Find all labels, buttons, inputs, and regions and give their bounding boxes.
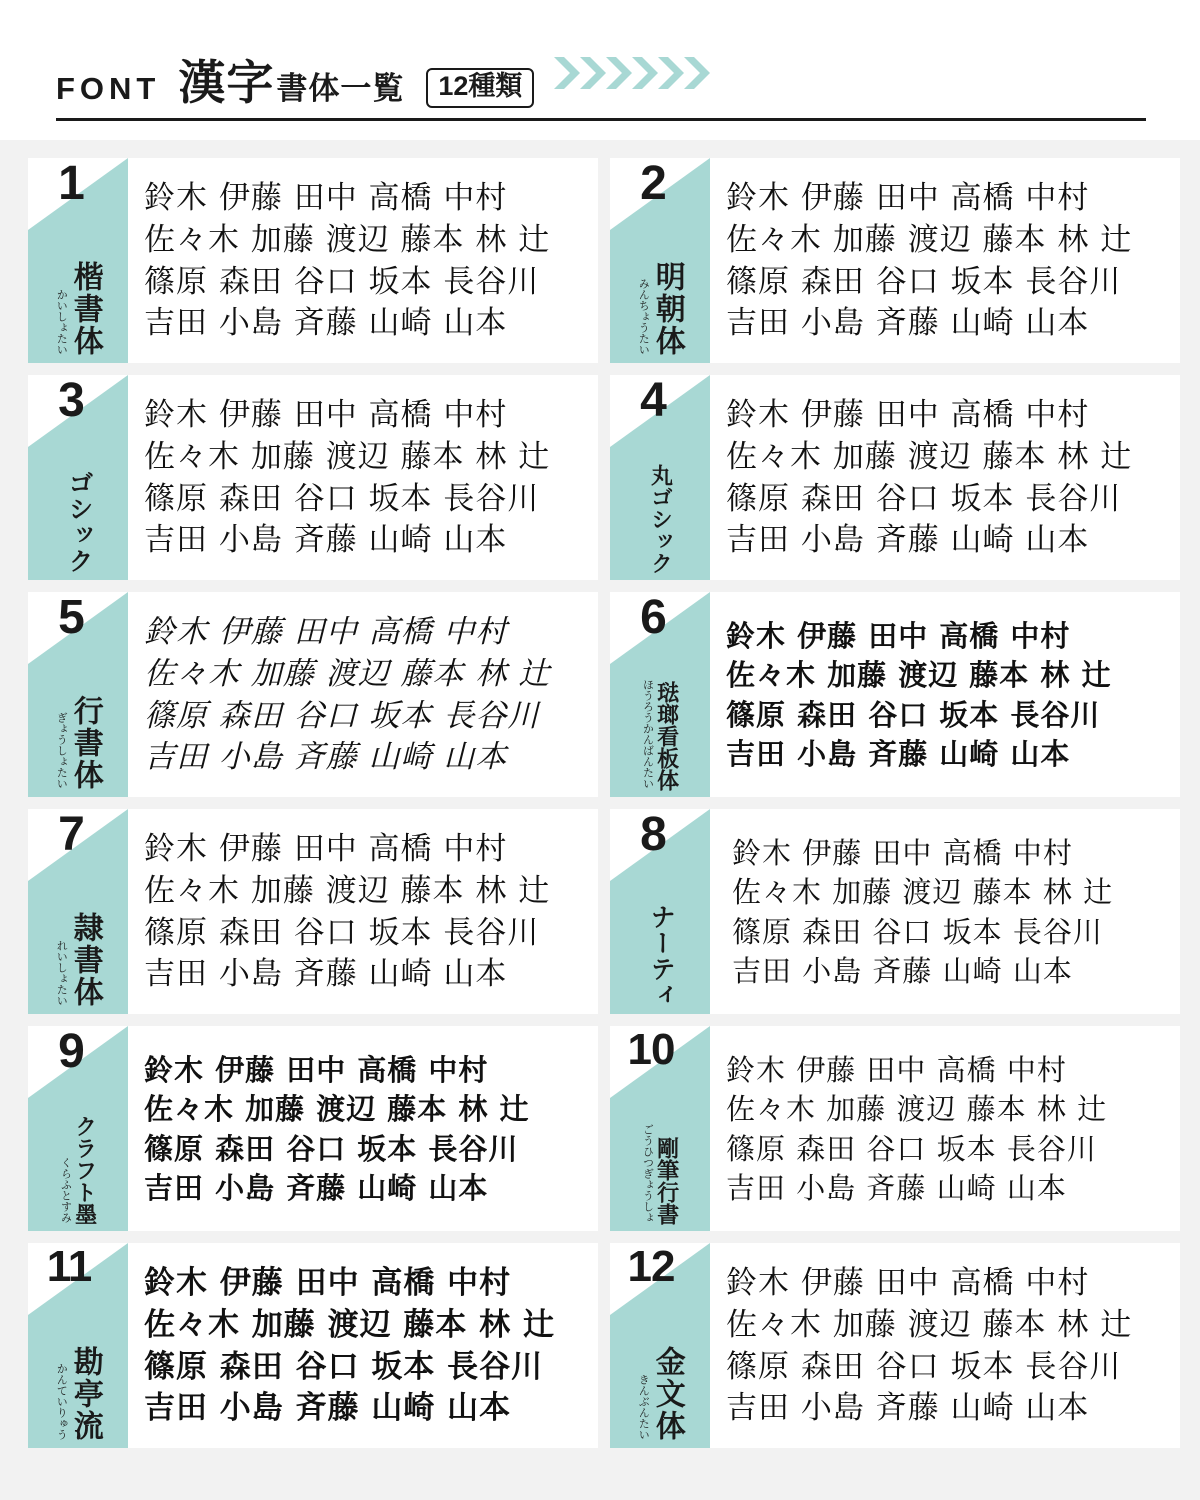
font-name-group bbox=[610, 1301, 710, 1442]
sample-line: 篠原 森田 谷口 坂本 長谷川 bbox=[144, 263, 540, 300]
sample-line: 佐々木 加藤 渡辺 藤本 林 辻 bbox=[726, 1092, 1108, 1127]
header-title-group bbox=[56, 46, 724, 113]
sample-line: 佐々木 加藤 渡辺 藤本 林 辻 bbox=[144, 872, 551, 909]
font-name-group bbox=[28, 867, 128, 1008]
font-card-10[interactable] bbox=[610, 1026, 1180, 1231]
font-label-strip bbox=[28, 158, 128, 363]
sample-line: 鈴木 伊藤 田中 高橋 中村 bbox=[144, 179, 508, 216]
font-name-ruby: かいしょたい bbox=[55, 289, 68, 355]
chevron-right-icon-group bbox=[554, 53, 724, 93]
sample-line: 鈴木 伊藤 田中 高橋 中村 bbox=[726, 1052, 1067, 1087]
font-name: 隷書体 bbox=[68, 912, 102, 1008]
sample-line: 佐々木 加藤 渡辺 藤本 林 辻 bbox=[144, 1092, 530, 1127]
font-sample bbox=[128, 809, 598, 1014]
font-sample bbox=[710, 375, 1180, 580]
font-label-strip bbox=[610, 375, 710, 580]
font-name: 楷書体 bbox=[68, 261, 102, 357]
sample-line: 吉田 小島 斉藤 山崎 山本 bbox=[726, 305, 1090, 342]
sample-line: 吉田 小島 斉藤 山崎 山本 bbox=[144, 739, 508, 776]
sample-line: 鈴木 伊藤 田中 高橋 中村 bbox=[726, 1264, 1090, 1301]
sample-line: 佐々木 加藤 渡辺 藤本 林 辻 bbox=[144, 221, 551, 258]
font-name: クラフト墨 bbox=[72, 1115, 98, 1225]
font-card-4[interactable] bbox=[610, 375, 1180, 580]
font-label-strip bbox=[610, 592, 710, 797]
font-name-group bbox=[610, 867, 710, 1008]
font-number: 1 bbox=[58, 158, 84, 210]
sample-line: 吉田 小島 斉藤 山崎 山本 bbox=[726, 736, 1071, 771]
font-name: 金文体 bbox=[650, 1346, 684, 1442]
font-number: 2 bbox=[640, 158, 666, 210]
font-name-group bbox=[610, 1084, 710, 1225]
font-name: 琺瑯看板体 bbox=[654, 681, 680, 791]
page-subtitle: 書体一覧 bbox=[276, 71, 405, 106]
font-name: ゴシック bbox=[65, 470, 94, 574]
sample-line: 篠原 森田 谷口 坂本 長谷川 bbox=[144, 480, 540, 517]
font-card-8[interactable] bbox=[610, 809, 1180, 1014]
font-number: 11 bbox=[46, 1243, 92, 1291]
sample-line: 佐々木 加藤 渡辺 藤本 林 辻 bbox=[726, 438, 1133, 475]
font-name-ruby: みんちょうたい bbox=[637, 278, 650, 355]
font-number: 3 bbox=[58, 375, 84, 427]
sample-line: 佐々木 加藤 渡辺 藤本 林 辻 bbox=[726, 1306, 1133, 1343]
font-card-3[interactable] bbox=[28, 375, 598, 580]
font-card-1[interactable] bbox=[28, 158, 598, 363]
font-name-ruby: れいしょたい bbox=[55, 940, 68, 1006]
font-name: 明朝体 bbox=[650, 261, 684, 357]
sample-line: 吉田 小島 斉藤 山崎 山本 bbox=[726, 1170, 1067, 1205]
sample-line: 篠原 森田 谷口 坂本 長谷川 bbox=[732, 914, 1103, 949]
font-card-9[interactable] bbox=[28, 1026, 598, 1231]
sample-line: 佐々木 加藤 渡辺 藤本 林 辻 bbox=[144, 655, 551, 692]
sample-line: 吉田 小島 斉藤 山崎 山本 bbox=[144, 1170, 489, 1205]
sample-line: 篠原 森田 谷口 坂本 長谷川 bbox=[144, 1131, 519, 1166]
font-name-ruby: ほうろうかんばんたい bbox=[641, 679, 654, 789]
font-number: 9 bbox=[58, 1026, 84, 1078]
font-name-ruby: きんぶんたい bbox=[637, 1374, 650, 1440]
sample-line: 佐々木 加藤 渡辺 藤本 林 辻 bbox=[726, 658, 1112, 693]
sample-line: 佐々木 加藤 渡辺 藤本 林 辻 bbox=[726, 221, 1133, 258]
font-sample bbox=[128, 1243, 598, 1448]
font-number: 6 bbox=[640, 592, 666, 644]
font-number: 12 bbox=[627, 1243, 675, 1291]
font-name: 行書体 bbox=[68, 695, 102, 791]
font-sample bbox=[710, 809, 1180, 1014]
sample-line: 鈴木 伊藤 田中 高橋 中村 bbox=[144, 613, 508, 650]
font-name-group bbox=[28, 433, 128, 574]
sample-line: 篠原 森田 谷口 坂本 長谷川 bbox=[144, 697, 540, 734]
sample-line: 吉田 小島 斉藤 山崎 山本 bbox=[144, 305, 508, 342]
font-name: 丸ゴシック bbox=[648, 464, 674, 574]
sample-line: 吉田 小島 斉藤 山崎 山本 bbox=[144, 522, 508, 559]
font-name-group bbox=[28, 650, 128, 791]
sample-line: 吉田 小島 斉藤 山崎 山本 bbox=[732, 953, 1073, 988]
sample-line: 篠原 森田 谷口 坂本 長谷川 bbox=[726, 263, 1122, 300]
font-label-strip bbox=[610, 1026, 710, 1231]
sample-line: 篠原 森田 谷口 坂本 長谷川 bbox=[144, 914, 540, 951]
font-label-strip bbox=[610, 158, 710, 363]
font-number: 10 bbox=[627, 1026, 675, 1074]
sample-line: 佐々木 加藤 渡辺 藤本 林 辻 bbox=[732, 875, 1114, 910]
font-grid bbox=[0, 140, 1200, 1468]
sample-line: 鈴木 伊藤 田中 高橋 中村 bbox=[144, 396, 508, 433]
font-name-ruby: くらふとすみ bbox=[59, 1157, 72, 1223]
font-name: ナーティ bbox=[647, 904, 676, 1008]
font-card-11[interactable] bbox=[28, 1243, 598, 1448]
font-name-group bbox=[610, 433, 710, 574]
font-sample bbox=[710, 1026, 1180, 1231]
sample-line: 吉田 小島 斉藤 山崎 山本 bbox=[726, 522, 1090, 559]
font-name-ruby: ぎょうしょたい bbox=[55, 712, 68, 789]
font-label-strip bbox=[28, 1026, 128, 1231]
font-card-7[interactable] bbox=[28, 809, 598, 1014]
font-name-group bbox=[610, 216, 710, 357]
font-sample bbox=[710, 592, 1180, 797]
font-sample bbox=[128, 1026, 598, 1231]
font-sample bbox=[710, 1243, 1180, 1448]
font-sample bbox=[128, 592, 598, 797]
sample-line: 篠原 森田 谷口 坂本 長谷川 bbox=[726, 1131, 1097, 1166]
font-card-2[interactable] bbox=[610, 158, 1180, 363]
page-header bbox=[0, 0, 1200, 140]
sample-line: 鈴木 伊藤 田中 高橋 中村 bbox=[144, 1052, 489, 1087]
sample-line: 吉田 小島 斉藤 山崎 山本 bbox=[726, 1390, 1090, 1427]
font-name: 勘亭流 bbox=[68, 1346, 102, 1442]
font-name-ruby: かんていりゅう bbox=[55, 1363, 68, 1440]
sample-line: 篠原 森田 谷口 坂本 長谷川 bbox=[726, 697, 1101, 732]
font-label-strip bbox=[28, 375, 128, 580]
page-title-kanji: 漢字 bbox=[178, 56, 275, 109]
chevron-right-icon bbox=[554, 53, 724, 93]
font-card-12[interactable] bbox=[610, 1243, 1180, 1448]
font-card-6[interactable] bbox=[610, 592, 1180, 797]
sample-line: 鈴木 伊藤 田中 高橋 中村 bbox=[726, 618, 1071, 653]
font-name-group bbox=[610, 650, 710, 791]
font-number: 8 bbox=[640, 809, 666, 861]
header-divider bbox=[56, 118, 1146, 121]
sample-line: 鈴木 伊藤 田中 高橋 中村 bbox=[144, 1264, 512, 1301]
font-label-strip bbox=[610, 809, 710, 1014]
font-label-strip bbox=[28, 1243, 128, 1448]
sample-line: 篠原 森田 谷口 坂本 長谷川 bbox=[726, 480, 1122, 517]
sample-line: 佐々木 加藤 渡辺 藤本 林 辻 bbox=[144, 438, 551, 475]
sample-line: 吉田 小島 斉藤 山崎 山本 bbox=[144, 1390, 512, 1427]
font-number: 4 bbox=[640, 375, 666, 427]
sample-line: 篠原 森田 谷口 坂本 長谷川 bbox=[144, 1348, 544, 1385]
sample-line: 吉田 小島 斉藤 山崎 山本 bbox=[144, 956, 508, 993]
font-name: 剛筆行書 bbox=[654, 1137, 680, 1225]
font-number: 5 bbox=[58, 592, 84, 644]
font-name-group bbox=[28, 1084, 128, 1225]
sample-line: 鈴木 伊藤 田中 高橋 中村 bbox=[732, 835, 1073, 870]
font-number: 7 bbox=[58, 809, 84, 861]
sample-line: 佐々木 加藤 渡辺 藤本 林 辻 bbox=[144, 1306, 555, 1343]
font-name-group bbox=[28, 216, 128, 357]
sample-line: 篠原 森田 谷口 坂本 長谷川 bbox=[726, 1348, 1122, 1385]
font-label-strip bbox=[610, 1243, 710, 1448]
font-label-strip bbox=[28, 592, 128, 797]
font-card-5[interactable] bbox=[28, 592, 598, 797]
sample-line: 鈴木 伊藤 田中 高橋 中村 bbox=[726, 396, 1090, 433]
sample-line: 鈴木 伊藤 田中 高橋 中村 bbox=[726, 179, 1090, 216]
font-sample bbox=[710, 158, 1180, 363]
font-label-strip bbox=[28, 809, 128, 1014]
sample-line: 鈴木 伊藤 田中 高橋 中村 bbox=[144, 830, 508, 867]
count-badge: 12種類 bbox=[426, 68, 534, 108]
font-name-group bbox=[28, 1301, 128, 1442]
font-sample bbox=[128, 375, 598, 580]
font-sample bbox=[128, 158, 598, 363]
page-title-font: FONT bbox=[56, 71, 161, 106]
font-name-ruby: ごうひつぎょうしょ bbox=[641, 1124, 654, 1223]
